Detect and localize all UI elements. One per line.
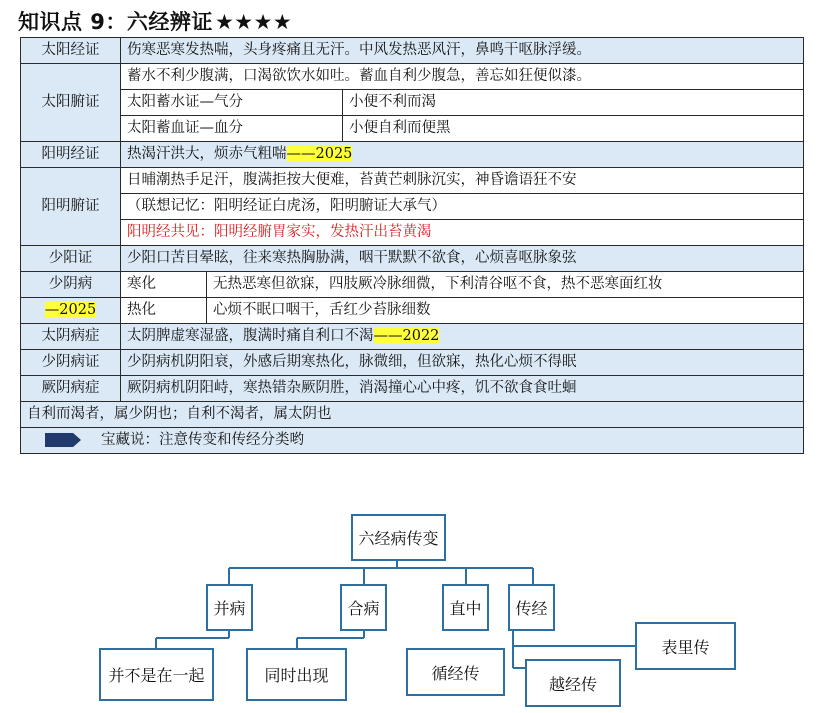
row-text xyxy=(121,324,804,350)
row-text: 自利而渴者，属少阴也；自利不渴者，属太阴也 xyxy=(21,402,804,428)
row-text: 少阴病机阴阳衰，外感后期寒热化，脉微细，但欲寐，热化心烦不得眠 xyxy=(121,350,804,376)
row-label-year xyxy=(21,298,121,324)
row-label: 太阳腑证 xyxy=(21,64,121,142)
row-label: 少阴病证 xyxy=(21,350,121,376)
row-label: 厥阴病症 xyxy=(21,376,121,402)
table-row xyxy=(21,376,804,402)
sub-cell: 太阳蓄血证—血分 xyxy=(121,116,343,142)
table-row xyxy=(21,168,804,194)
table-row xyxy=(21,350,804,376)
row-text: 蓄水不利少腹满，口渴欲饮水如吐。蓄血自利少腹急，善忘如狂便似漆。 xyxy=(121,64,804,90)
table-row xyxy=(21,194,804,220)
arrow-icon xyxy=(45,433,81,447)
row-label: 少阳证 xyxy=(21,246,121,272)
row-text-main: 热渴汗洪大，烦赤气粗喘 xyxy=(127,146,287,162)
row-text-main: 太阴脾虚寒湿盛，腹满时痛自利口不渴 xyxy=(127,328,374,344)
page-title xyxy=(18,6,292,36)
diagram-leaf-xunjing: 循经传 xyxy=(406,648,505,696)
diagram-leaf-yuejing: 越经传 xyxy=(525,659,621,707)
table-row xyxy=(21,298,804,324)
year-highlight: —2025 xyxy=(44,302,97,318)
table-row xyxy=(21,246,804,272)
table-row xyxy=(21,116,804,142)
sub-cell: 热化 xyxy=(121,298,207,324)
row-label: 太阳经证 xyxy=(21,38,121,64)
row-text: 伤寒恶寒发热喘，头身疼痛且无汗。中风发热恶风汗，鼻鸣干呕脉浮缓。 xyxy=(121,38,804,64)
row-text-red: 阳明经共见：阳明经腑胃家实，发热汗出苔黄渴 xyxy=(121,220,804,246)
diagram-node-bingbing: 并病 xyxy=(206,584,253,631)
table-row xyxy=(21,428,804,454)
diagram-leaf-biaoli: 表里传 xyxy=(635,622,736,670)
row-label: 阳明经证 xyxy=(21,142,121,168)
table-row xyxy=(21,324,804,350)
six-meridian-table xyxy=(20,37,804,454)
row-label: 少阴病 xyxy=(21,272,121,298)
tip-row xyxy=(21,428,804,454)
diagram-node-hebing: 合病 xyxy=(340,584,387,631)
table-row xyxy=(21,64,804,90)
tip-text: 宝藏说：注意传变和传经分类哟 xyxy=(101,432,304,448)
sub-cell: 太阳蓄水证—气分 xyxy=(121,90,343,116)
row-label: 太阴病症 xyxy=(21,324,121,350)
sub-cell: 寒化 xyxy=(121,272,207,298)
diagram-node-zhizhong: 直中 xyxy=(442,584,489,631)
sub-cell: 无热恶寒但欲寐，四肢厥冷脉细微，下利清谷呕不食，热不恶寒面红妆 xyxy=(207,272,804,298)
title-stars: ★★★★ xyxy=(214,10,293,34)
sub-cell: 心烦不眠口咽干，舌红少苔脉细数 xyxy=(207,298,804,324)
diagram-node-chuanjing: 传经 xyxy=(508,584,555,631)
diagram-leaf-simultaneous: 同时出现 xyxy=(246,648,347,701)
row-text xyxy=(121,142,804,168)
row-label: 阳明腑证 xyxy=(21,168,121,246)
table-row xyxy=(21,90,804,116)
table-row xyxy=(21,220,804,246)
row-text: 厥阴病机阴阳峙，寒热错杂厥阴胜，消渴撞心心中疼，饥不欲食食吐蛔 xyxy=(121,376,804,402)
table-row xyxy=(21,272,804,298)
sub-cell: 小便不利而渴 xyxy=(343,90,804,116)
row-text: 日晡潮热手足汗，腹满拒按大便难，苔黄芒刺脉沉实，神昏谵语狂不安 xyxy=(121,168,804,194)
sub-cell: 小便自利而便黑 xyxy=(343,116,804,142)
title-text: 知识点 9：六经辨证 xyxy=(18,10,213,34)
year-highlight: ——2022 xyxy=(373,328,440,344)
diagram-root-node: 六经病传变 xyxy=(351,514,446,561)
table-row xyxy=(21,402,804,428)
year-highlight: ——2025 xyxy=(286,146,353,162)
table-row xyxy=(21,38,804,64)
row-text: 少阳口苦目晕眩，往来寒热胸胁满，咽干默默不欲食，心烦喜呕脉象弦 xyxy=(121,246,804,272)
table-row xyxy=(21,142,804,168)
diagram-leaf-not-together: 并不是在一起 xyxy=(99,648,214,701)
row-text: （联想记忆：阳明经证白虎汤，阳明腑证大承气） xyxy=(121,194,804,220)
